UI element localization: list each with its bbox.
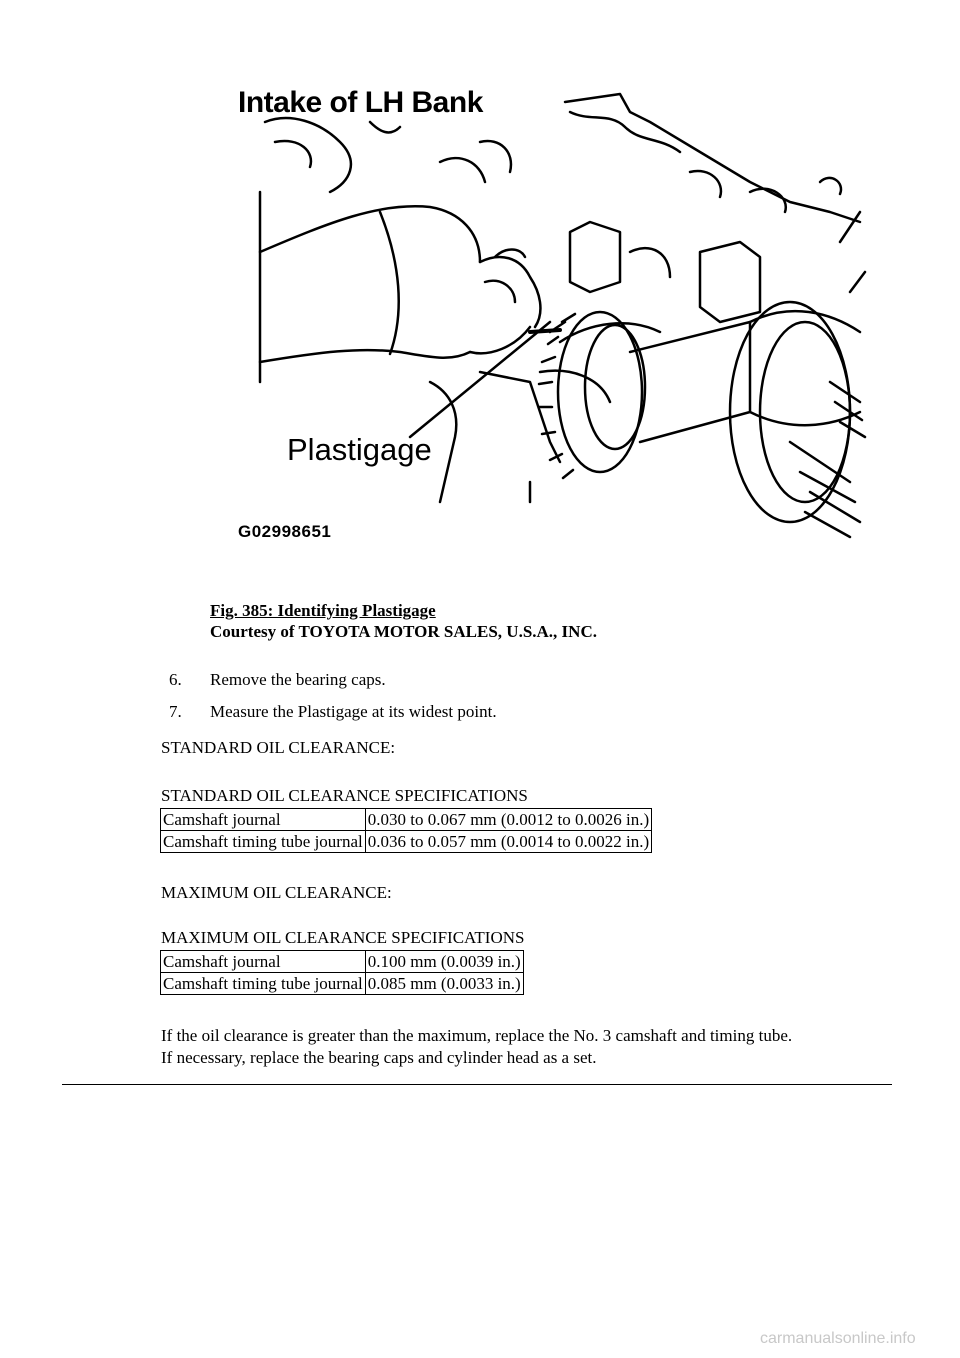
step-number: 6.	[169, 670, 182, 689]
figure-title-label: Intake of LH Bank	[238, 86, 483, 119]
table-row	[161, 831, 652, 853]
maximum-heading: MAXIMUM OIL CLEARANCE:	[161, 883, 392, 902]
plastigage-callout-label: Plastigage	[287, 432, 432, 467]
table-cell: 0.030 to 0.067 mm (0.0012 to 0.0026 in.)	[365, 809, 651, 831]
figure-courtesy: Courtesy of TOYOTA MOTOR SALES, U.S.A., INC.	[210, 622, 597, 641]
step-text: Measure the Plastigage at its widest point.	[210, 702, 497, 721]
table-cell: Camshaft journal	[161, 951, 366, 973]
table-cell: Camshaft journal	[161, 809, 366, 831]
standard-spec-table	[160, 808, 652, 853]
watermark: carmanualsonline.info	[760, 1330, 916, 1347]
note-line: If necessary, replace the bearing caps and cylinder head as a set.	[161, 1048, 597, 1067]
note-line: If the oil clearance is greater than the maximum, replace the No. 3 camshaft and timing tube.	[161, 1026, 793, 1045]
clearance-note	[161, 1025, 792, 1069]
table-row	[161, 809, 652, 831]
table-cell: 0.085 mm (0.0033 in.)	[365, 973, 523, 995]
figure-caption-link[interactable]: Fig. 385: Identifying Plastigage	[210, 601, 436, 620]
figure-code-label: G02998651	[238, 522, 332, 541]
step-text: Remove the bearing caps.	[210, 670, 386, 689]
table-cell: 0.100 mm (0.0039 in.)	[365, 951, 523, 973]
table-cell: Camshaft timing tube journal	[161, 831, 366, 853]
step-item	[169, 702, 497, 734]
table-cell: 0.036 to 0.057 mm (0.0014 to 0.0022 in.)	[365, 831, 651, 853]
standard-table-title: STANDARD OIL CLEARANCE SPECIFICATIONS	[161, 786, 528, 805]
step-number: 7.	[169, 702, 182, 721]
page-divider	[62, 1084, 892, 1085]
step-item	[169, 670, 497, 702]
table-row	[161, 951, 524, 973]
table-row	[161, 973, 524, 995]
figure-caption	[210, 600, 597, 642]
standard-heading: STANDARD OIL CLEARANCE:	[161, 738, 396, 757]
plastigage-illustration	[230, 82, 870, 542]
procedure-steps	[169, 670, 497, 734]
maximum-table-title: MAXIMUM OIL CLEARANCE SPECIFICATIONS	[161, 928, 525, 947]
table-cell: Camshaft timing tube journal	[161, 973, 366, 995]
maximum-spec-table	[160, 950, 524, 995]
